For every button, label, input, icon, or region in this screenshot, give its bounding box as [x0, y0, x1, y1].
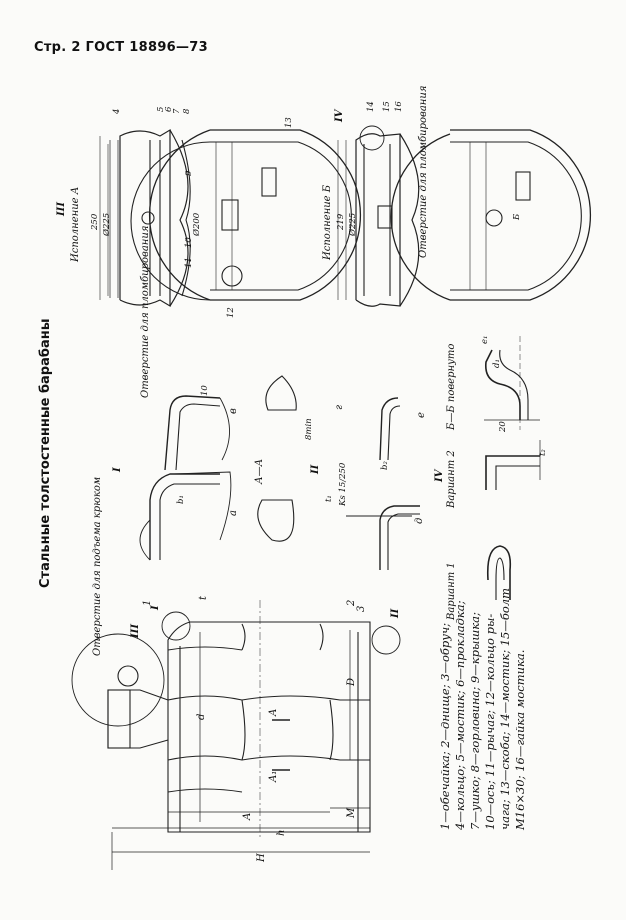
- execution-b-view: [338, 126, 590, 306]
- callout-13: 13: [284, 117, 294, 128]
- dim-e1: e₁: [480, 335, 490, 344]
- legend-line: 1—обечайка; 2—днище; 3—обруч;: [438, 623, 452, 830]
- dim-d1: d₁: [492, 359, 502, 368]
- exec-b-roman: IV: [334, 109, 345, 122]
- exec-b-dim-219: 219: [336, 213, 346, 230]
- detail-II-letter: д: [414, 517, 425, 524]
- dim-A: A: [242, 812, 253, 820]
- section-mark-A: A: [268, 708, 279, 716]
- callout-1: 1: [142, 599, 153, 606]
- detail-g-dim: 8min: [304, 418, 314, 440]
- callout-11: 11: [184, 257, 194, 268]
- section-mark-A1: A₁: [268, 770, 279, 782]
- figure-title: Стальные толстостенные барабаны: [38, 318, 53, 588]
- callout-7: 7: [172, 108, 182, 114]
- exec-a-roman: III: [56, 201, 67, 216]
- dim-d: d: [196, 713, 207, 720]
- dim-h: h: [276, 829, 287, 836]
- callout-I: I: [150, 605, 161, 610]
- legend-line: 7—ушко; 8—горловина; 9—крышка;: [468, 612, 482, 830]
- detail-IV-label: IV: [434, 469, 445, 482]
- dim-t: t: [198, 595, 209, 600]
- section-BB-label: Б—Б повернуто: [446, 343, 457, 430]
- dim-M: M: [346, 807, 357, 818]
- callout-4: 4: [112, 108, 122, 114]
- callout-10: 10: [184, 237, 194, 248]
- callout-12: 12: [226, 307, 236, 318]
- note-hook-hole: Отверстие для подъема крюком: [92, 476, 103, 656]
- exec-b-dim-B: Б: [512, 213, 522, 220]
- variant-1-label: Вариант 1: [446, 562, 457, 620]
- exec-a-dim-225: Ø225: [102, 212, 112, 236]
- callout-8: 8: [182, 108, 192, 114]
- exec-b-label: Исполнение Б: [322, 184, 333, 260]
- exec-b-dim-225: Ø225: [348, 212, 358, 236]
- callout-15: 15: [382, 101, 392, 112]
- dim-ks: Ks 15/250: [338, 462, 348, 506]
- variant-2-label: Вариант 2: [446, 450, 457, 508]
- dim-t2: t₂: [538, 449, 548, 456]
- detail-g-letter: г: [334, 404, 345, 410]
- page-header: Стр. 2 ГОСТ 18896—73: [34, 40, 209, 55]
- callout-9: 9: [184, 170, 194, 176]
- legend-line: 10—ось; 11—рычаг; 12—кольцо ры-: [483, 613, 497, 830]
- legend-line: М16×30; 16—гайка мостика.: [513, 649, 527, 830]
- exec-b-note: Отверстие для пломбирования: [418, 85, 429, 258]
- exec-a-dim-250: 250: [90, 213, 100, 230]
- callout-6: 6: [164, 106, 174, 112]
- callout-14: 14: [366, 101, 376, 112]
- callout-2: 2: [346, 599, 357, 606]
- main-drum-view: [72, 600, 400, 870]
- dim-20: 20: [498, 421, 508, 432]
- dim-10: 10: [200, 385, 210, 396]
- callout-III: III: [130, 623, 141, 638]
- legend-line: 4—кольцо; 5—мостик; 6—прокладка;: [453, 600, 467, 830]
- exec-a-dim-200: Ø200: [192, 212, 202, 236]
- detail-I-letter: а: [228, 510, 239, 516]
- callout-II: II: [390, 608, 401, 618]
- legend-line: чага; 13—скоба; 14—мостик; 15—болт: [498, 587, 512, 830]
- callout-16: 16: [394, 101, 404, 112]
- exec-a-note: Отверстие для пломбирования: [140, 225, 151, 398]
- detail-e-letter: е: [416, 412, 427, 418]
- section-AA-label: А—А: [254, 458, 265, 484]
- exec-a-label: Исполнение А: [70, 186, 81, 262]
- section-AA-letter: в: [228, 408, 239, 414]
- callout-5: 5: [156, 106, 166, 112]
- dim-b2: b₂: [380, 461, 390, 470]
- callout-3: 3: [356, 605, 367, 612]
- dim-b1: b₁: [176, 495, 186, 504]
- detail-I-label: I: [112, 467, 123, 472]
- detail-II-label: II: [310, 464, 321, 474]
- dim-D: D: [346, 677, 357, 686]
- dim-H: H: [256, 853, 267, 862]
- dim-t1: t₁: [324, 495, 334, 502]
